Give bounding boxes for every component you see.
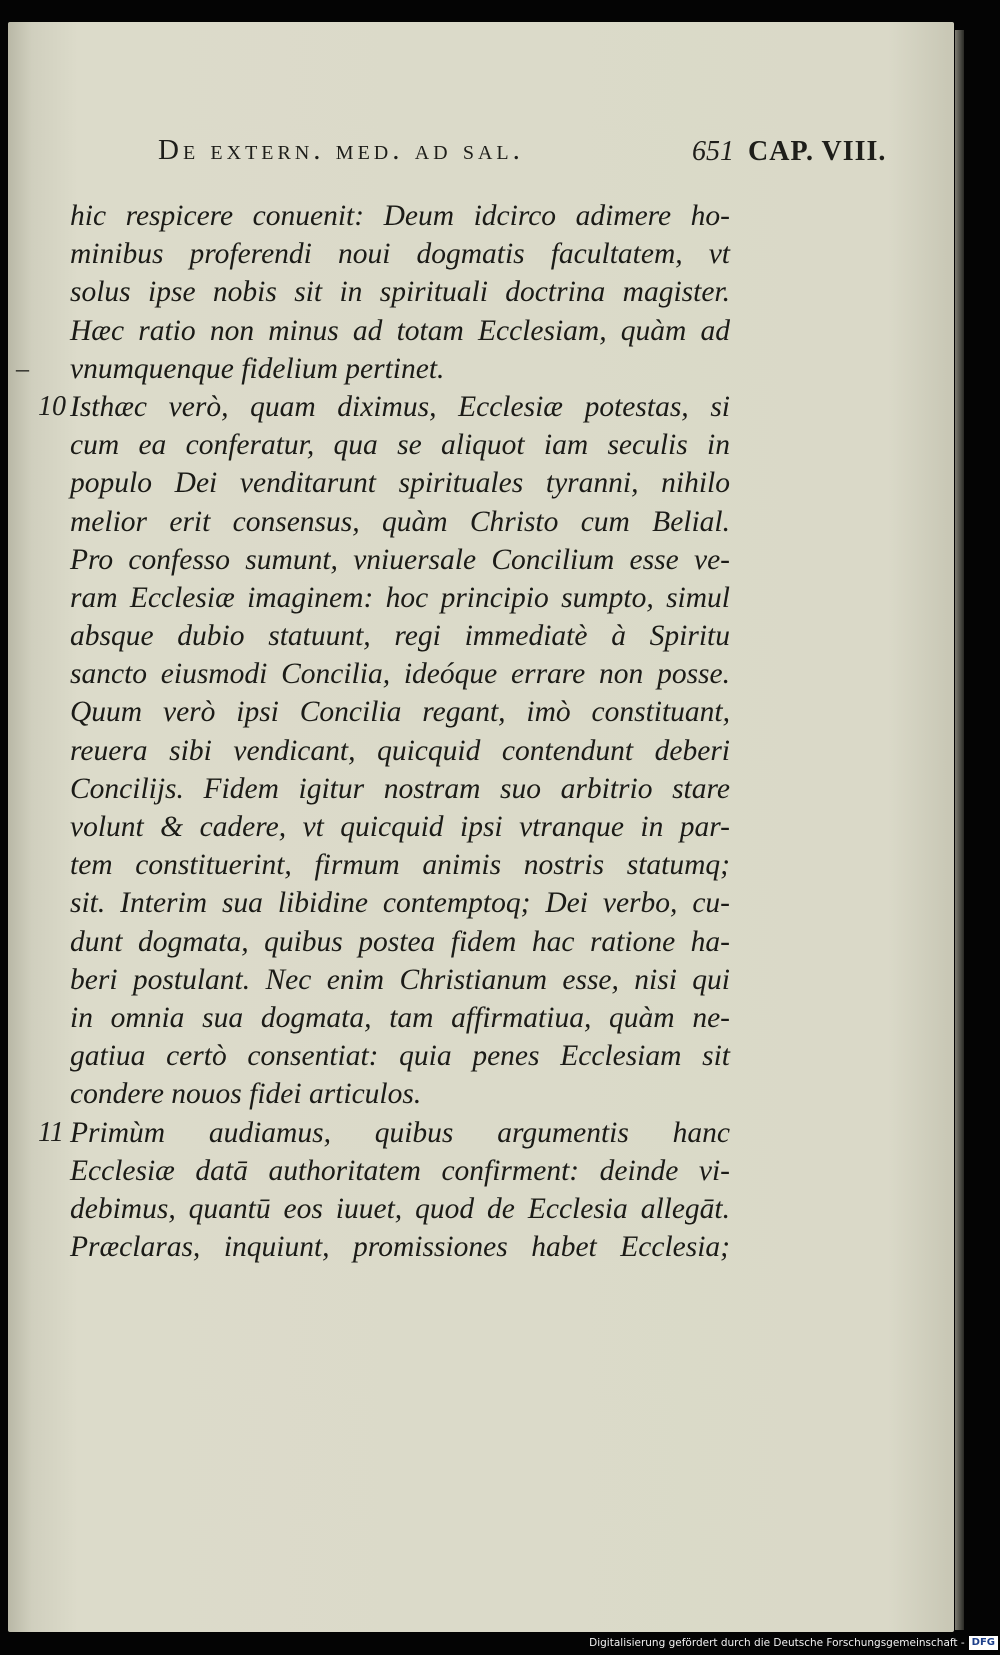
text-line <box>70 426 730 464</box>
text-line-content: ram Ecclesiæ imaginem: hoc principio sumpto, simul <box>70 581 730 614</box>
text-line-content: debimus, quantū eos iuuet, quod de Ecclesia allegāt. <box>70 1192 730 1225</box>
digitization-credit <box>589 1634 998 1652</box>
text-line-content: vnumquenque fidelium pertinet. <box>70 352 445 385</box>
text-line-content: Præclaras, inquiunt, promissiones habet Ecclesia; <box>70 1231 730 1264</box>
running-head-title: De extern. med. ad sal. <box>158 134 524 166</box>
text-line-content: volunt & cadere, vt quicquid ipsi vtranque in par- <box>70 811 730 843</box>
text-line <box>70 579 730 617</box>
text-line-content: tem constituerint, firmum animis nostris statumq; <box>70 849 730 882</box>
dfg-logo: DFG <box>969 1636 998 1650</box>
text-line <box>70 503 730 541</box>
book-page <box>8 22 954 1632</box>
text-line-content: populo Dei venditarunt spirituales tyranni, nihilo <box>70 467 730 500</box>
text-line-content: beri postulant. Nec enim Christianum esse, nisi qui <box>70 963 730 996</box>
text-line <box>70 1075 730 1113</box>
text-line <box>70 961 730 999</box>
margin-mark: – <box>16 353 29 383</box>
text-line-content: solus ipse nobis sit in spirituali doctrina magister. <box>70 276 730 309</box>
text-line <box>70 197 730 235</box>
margin-section-number: 10 <box>38 390 66 422</box>
text-line-content: melior erit consensus, quàm Christo cum Belial. <box>70 505 730 538</box>
text-line-content: cum ea conferatur, qua se aliquot iam seculis in <box>70 429 730 462</box>
text-line <box>70 693 730 731</box>
text-line <box>16 350 730 388</box>
text-line <box>70 541 730 579</box>
text-line <box>70 464 730 502</box>
text-line <box>70 923 730 961</box>
text-line <box>70 1190 730 1228</box>
text-line-content: Ecclesiæ datā authoritatem confirment: deinde vi- <box>70 1154 730 1187</box>
text-line-content: sancto eiusmodi Concilia, ideóque errare non posse. <box>70 658 730 691</box>
text-line-content: Hæc ratio non minus ad totam Ecclesiam, quàm ad <box>70 314 730 347</box>
text-line <box>38 388 730 426</box>
text-line <box>70 617 730 655</box>
text-line <box>70 884 730 922</box>
text-line <box>70 1228 730 1266</box>
credit-text: Digitalisierung gefördert durch die Deutsche Forschungsgemeinschaft - <box>589 1637 965 1649</box>
text-line-content: minibus proferendi noui dogmatis facultatem, vt <box>70 238 730 271</box>
text-line <box>70 808 730 846</box>
body-text <box>16 197 730 1266</box>
text-line-content: sit. Interim sua libidine contemptoq; Dei verbo, cu- <box>70 887 730 920</box>
text-line <box>70 655 730 693</box>
text-line-content: condere nouos fidei articulos. <box>70 1078 422 1111</box>
text-line-content: dunt dogmata, quibus postea fidem hac ratione ha- <box>70 925 730 958</box>
text-line <box>70 1037 730 1075</box>
text-line <box>70 1152 730 1190</box>
text-line <box>70 273 730 311</box>
text-line-content: reuera sibi vendicant, quicquid contendunt deberi <box>70 734 730 767</box>
text-line-content: Pro confesso sumunt, vniuersale Concilium esse ve- <box>70 543 730 576</box>
text-line <box>70 999 730 1037</box>
text-line-content: Quum verò ipsi Concilia regant, imò constituant, <box>70 696 730 729</box>
text-line <box>70 312 730 350</box>
text-line-content: Isthæc verò, quam diximus, Ecclesiæ potestas, si <box>70 390 730 423</box>
text-line <box>70 846 730 884</box>
chapter-label: CAP. VIII. <box>748 136 887 167</box>
text-line <box>38 1114 730 1152</box>
text-line-content: absque dubio statuunt, regi immediatè à Spiritu <box>70 620 730 653</box>
page-number: 651 <box>692 136 734 167</box>
text-line-content: hic respicere conuenit: Deum idcirco adimere ho- <box>70 200 730 232</box>
text-line-content: Concilijs. Fidem igitur nostram suo arbitrio stare <box>70 772 730 805</box>
text-line-content: gatiua certò consentiat: quia penes Ecclesiam sit <box>70 1040 730 1073</box>
text-line <box>70 235 730 273</box>
margin-section-number: 11 <box>38 1116 64 1148</box>
page-edge <box>955 30 964 1630</box>
text-line-content: in omnia sua dogmata, tam affirmatiua, quàm ne- <box>70 1001 730 1034</box>
text-line <box>70 732 730 770</box>
text-line <box>70 770 730 808</box>
text-line-content: Primùm audiamus, quibus argumentis hanc <box>70 1116 730 1149</box>
